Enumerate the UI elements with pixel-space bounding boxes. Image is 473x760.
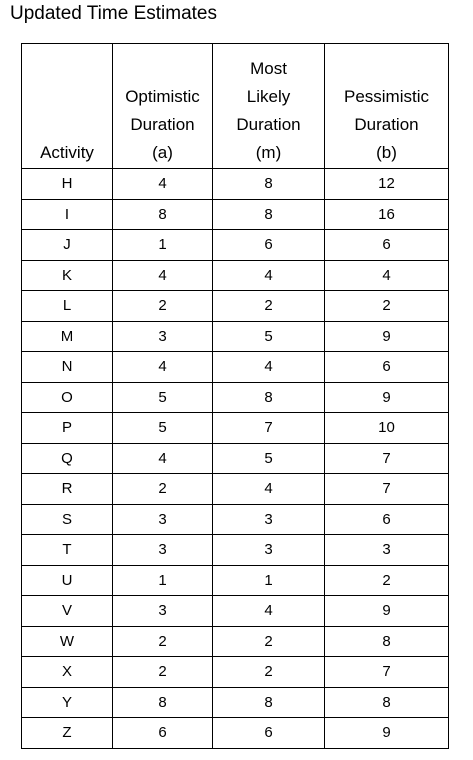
table-row: [22, 413, 449, 444]
most-likely-duration-cell: 2: [213, 657, 325, 688]
optimistic-duration-cell: 2: [113, 474, 213, 505]
header-line: Activity: [40, 143, 94, 162]
table-row: [22, 169, 449, 200]
most-likely-duration-cell: 5: [213, 443, 325, 474]
activity-cell: S: [22, 504, 113, 535]
most-likely-duration-cell: 4: [213, 352, 325, 383]
table-row: [22, 657, 449, 688]
table-row: [22, 535, 449, 566]
activity-cell: K: [22, 260, 113, 291]
optimistic-duration-cell: 8: [113, 199, 213, 230]
header-optimistic-duration: [113, 44, 213, 169]
optimistic-duration-cell: 4: [113, 443, 213, 474]
pessimistic-duration-cell: 9: [325, 718, 449, 749]
table-body: [22, 169, 449, 749]
optimistic-duration-cell: 3: [113, 596, 213, 627]
pessimistic-duration-cell: 10: [325, 413, 449, 444]
pessimistic-duration-cell: 9: [325, 382, 449, 413]
optimistic-duration-cell: 4: [113, 169, 213, 200]
activity-cell: Y: [22, 687, 113, 718]
table-row: [22, 382, 449, 413]
table-row: [22, 626, 449, 657]
activity-cell: P: [22, 413, 113, 444]
activity-cell: T: [22, 535, 113, 566]
pessimistic-duration-cell: 7: [325, 657, 449, 688]
most-likely-duration-cell: 8: [213, 169, 325, 200]
activity-cell: N: [22, 352, 113, 383]
table-row: [22, 687, 449, 718]
most-likely-duration-cell: 3: [213, 535, 325, 566]
table-row: [22, 260, 449, 291]
pessimistic-duration-cell: 12: [325, 169, 449, 200]
header-line: Likely: [246, 87, 291, 106]
pessimistic-duration-cell: 7: [325, 443, 449, 474]
optimistic-duration-cell: 8: [113, 687, 213, 718]
activity-cell: R: [22, 474, 113, 505]
table-row: [22, 596, 449, 627]
activity-cell: W: [22, 626, 113, 657]
pessimistic-duration-cell: 6: [325, 504, 449, 535]
activity-cell: Q: [22, 443, 113, 474]
optimistic-duration-cell: 3: [113, 504, 213, 535]
header-row: [22, 44, 449, 169]
pessimistic-duration-cell: 4: [325, 260, 449, 291]
most-likely-duration-cell: 4: [213, 260, 325, 291]
optimistic-duration-cell: 3: [113, 535, 213, 566]
most-likely-duration-cell: 7: [213, 413, 325, 444]
header-line: Duration: [236, 115, 301, 134]
activity-cell: X: [22, 657, 113, 688]
most-likely-duration-cell: 2: [213, 626, 325, 657]
optimistic-duration-cell: 2: [113, 291, 213, 322]
table-row: [22, 352, 449, 383]
time-estimates-table: [21, 43, 449, 749]
activity-cell: M: [22, 321, 113, 352]
most-likely-duration-cell: 8: [213, 687, 325, 718]
pessimistic-duration-cell: 8: [325, 687, 449, 718]
optimistic-duration-cell: 5: [113, 413, 213, 444]
activity-cell: U: [22, 565, 113, 596]
table-row: [22, 565, 449, 596]
table-row: [22, 230, 449, 261]
optimistic-duration-cell: 1: [113, 230, 213, 261]
pessimistic-duration-cell: 6: [325, 352, 449, 383]
most-likely-duration-cell: 8: [213, 382, 325, 413]
pessimistic-duration-cell: 2: [325, 565, 449, 596]
activity-cell: V: [22, 596, 113, 627]
header-activity: [22, 44, 113, 169]
table-row: [22, 504, 449, 535]
most-likely-duration-cell: 8: [213, 199, 325, 230]
pessimistic-duration-cell: 8: [325, 626, 449, 657]
most-likely-duration-cell: 3: [213, 504, 325, 535]
activity-cell: J: [22, 230, 113, 261]
pessimistic-duration-cell: 6: [325, 230, 449, 261]
pessimistic-duration-cell: 2: [325, 291, 449, 322]
table-row: [22, 474, 449, 505]
pessimistic-duration-cell: 7: [325, 474, 449, 505]
optimistic-duration-cell: 1: [113, 565, 213, 596]
optimistic-duration-cell: 2: [113, 657, 213, 688]
most-likely-duration-cell: 2: [213, 291, 325, 322]
activity-cell: O: [22, 382, 113, 413]
activity-cell: I: [22, 199, 113, 230]
document-title: Updated Time Estimates: [10, 3, 217, 24]
table-row: [22, 291, 449, 322]
optimistic-duration-cell: 4: [113, 352, 213, 383]
table-row: [22, 199, 449, 230]
pessimistic-duration-cell: 9: [325, 596, 449, 627]
table-row: [22, 443, 449, 474]
pessimistic-duration-cell: 16: [325, 199, 449, 230]
header-most-likely-duration: [213, 44, 325, 169]
header-line: (a): [152, 143, 173, 162]
most-likely-duration-cell: 5: [213, 321, 325, 352]
activity-cell: L: [22, 291, 113, 322]
table-row: [22, 321, 449, 352]
header-line: Pessimistic: [343, 87, 429, 106]
pessimistic-duration-cell: 3: [325, 535, 449, 566]
most-likely-duration-cell: 6: [213, 718, 325, 749]
pessimistic-duration-cell: 9: [325, 321, 449, 352]
most-likely-duration-cell: 4: [213, 596, 325, 627]
optimistic-duration-cell: 6: [113, 718, 213, 749]
header-pessimistic-duration: [325, 44, 449, 169]
activity-cell: Z: [22, 718, 113, 749]
optimistic-duration-cell: 4: [113, 260, 213, 291]
table-row: [22, 718, 449, 749]
header-line: Duration: [130, 115, 195, 134]
optimistic-duration-cell: 5: [113, 382, 213, 413]
most-likely-duration-cell: 4: [213, 474, 325, 505]
header-line: Optimistic: [125, 87, 200, 106]
optimistic-duration-cell: 3: [113, 321, 213, 352]
activity-cell: H: [22, 169, 113, 200]
header-line: Duration: [354, 115, 419, 134]
most-likely-duration-cell: 6: [213, 230, 325, 261]
header-line: (m): [255, 143, 282, 162]
header-line: (b): [376, 143, 397, 162]
most-likely-duration-cell: 1: [213, 565, 325, 596]
header-line: Most: [250, 59, 287, 78]
optimistic-duration-cell: 2: [113, 626, 213, 657]
